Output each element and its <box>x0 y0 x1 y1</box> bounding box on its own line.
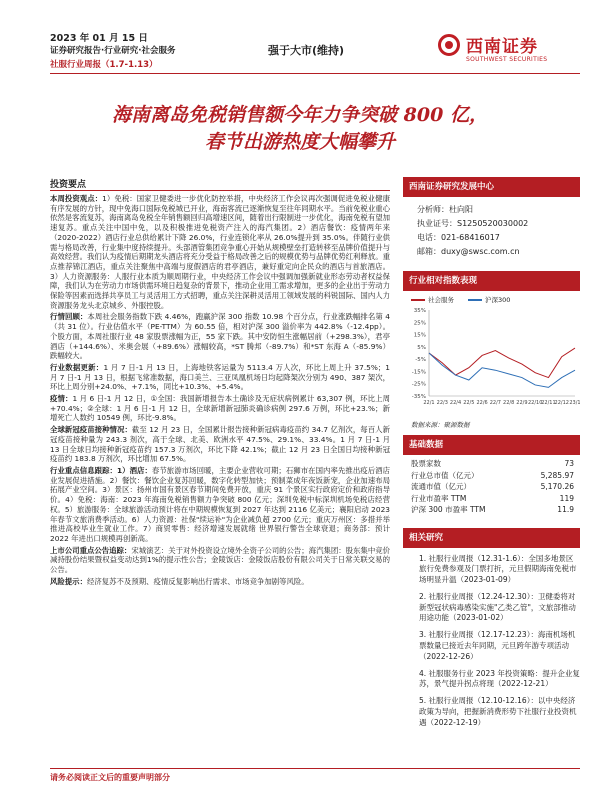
x-tick-label: 22/8 <box>503 400 515 406</box>
related-report-link[interactable]: 4. 社服服务行业 2023 年投资策略：提升企业复苏，景气提升拐点将现（2022-12-21） <box>419 668 580 689</box>
legend-item: 沪深300 <box>468 295 510 304</box>
chart-legend <box>411 295 580 304</box>
related-report-link[interactable]: 5. 社服行业周报（12.10-12.16）：以中央经济政策为导向，把握新消费形势下社服行业投资机遇（2022-12-19） <box>419 696 577 727</box>
section-title: 投资要点 <box>50 180 87 190</box>
paragraph: 本周投资观点：1）免税：国家卫健委进一步优化防控举措，中央经济工作会议再次强调促进免税业健康有序发展的方针，现中免海口国际免税城已开业，海南客流已逐渐恢复至往年同期水平。当前免税业重心依然是客流复苏，海南离岛免税全年销售额回归高增速区间，随着出行限制进一步优化，海南免税有望加速复苏。重点关注中国中免，以及积极推进免税资产注入的海汽集团。2）酒店餐饮：疫情两年来（2020-2022）酒店行业总供给累计下降 26.0%，行业连锁化率从 26.0%提升到 35.0%。伴随行业供需与格局改善，行业集中度持续提升。头部酒管集团竞争重心开始从规模壁垒打造转移至品牌价值提升与高效经营。我们认为疫情后期期龙头酒店将充分受益于格局改善之后的规模优势与品牌优势红利释放。重点推荐锦江酒店，重点关注聚焦中高端与度假酒店的君亭酒店，兼好重定向企民众的酒店与首旅酒店。3）人力资源服务：人服行业本质为顺周期行业，中央经济工作会议中强调加强新就业形态劳动者权益保障，我们认为在劳动力市场供需环境日趋复杂的背景下，推动企业用工需求增加，更多的企业出于劳动力保险等因素而选择共享员工与灵活用工方式招聘，重点关注深耕灵活用工领域发展的科锐国际、国内人力资源服务龙头北京城乡、外服控股。 <box>50 194 390 310</box>
y-tick-label: 15% <box>413 332 426 339</box>
metric-row: 行业总市值（亿元） 5,285.97 <box>411 470 574 480</box>
team-header: 西南证券研究发展中心 <box>403 177 580 197</box>
analyst-phone: 电话：021-68416017 <box>417 233 500 242</box>
related-report-link[interactable]: 2. 社服行业周报（12.24-12.30）：卫健委将对新型冠状病毒感染实施"乙类乙管"，文旅部推动用途功能（2023-01-02） <box>419 591 576 623</box>
weekly-title: 社服行业周报（1.7-1.13） <box>50 60 158 70</box>
report-type: 证券研究报告·行业研究·社会服务 <box>50 46 176 56</box>
logo-mark-icon <box>438 34 460 56</box>
metric-row: 行业市盈率 TTM 119 <box>411 493 574 503</box>
company-logo <box>438 30 578 70</box>
y-tick-label: -5% <box>415 357 426 364</box>
analyst-name: 分析师：杜向阳 <box>417 205 473 214</box>
legend-swatch <box>411 299 425 301</box>
metric-row: 股票家数 73 <box>411 459 574 468</box>
paragraph: 行情回顾：本周社会服务指数下跌 4.46%，跑赢沪深 300 指数 10.98 个百分点，行业涨跌幅排名第 4（共 31 位）。行业估值水平（PE-TTM）为 60.55 倍，相对沪深 300 溢价率为 442.8%（-12.4pp）。个股方面，本周社服行业 48 家股票涨幅为正，55 家下跌。其中安防恒生涨幅居前（+298.3%），君亭酒店（+144.6%）、米奥会展（+89.6%）涨幅较高，*ST 腾邦（-89.7%）和*ST 东海 A（-85.9%）跌幅较大。 <box>50 312 390 361</box>
x-tick-label: 22/10 <box>527 400 543 406</box>
y-tick-label: -15% <box>411 369 426 376</box>
metrics-table <box>403 458 580 516</box>
footer-divider <box>50 768 580 769</box>
header-divider <box>50 73 580 74</box>
rating: 强于大市(维持) <box>268 44 345 57</box>
related-report-link[interactable]: 3. 社服行业周报（12.17-12.23）：海南机场机票数量已接近去年同期，元旦跨年游专项活动（2022-12-26） <box>419 630 576 661</box>
analyst-email[interactable]: 邮箱：duxy@swsc.com.cn <box>417 247 520 256</box>
y-tick-label: -25% <box>411 381 426 388</box>
y-tick-label: 35% <box>413 308 426 314</box>
x-tick-label: 22/12 <box>554 400 569 406</box>
analyst-license: 执业证号：S1250520030002 <box>417 219 529 228</box>
chart-source: 数据来源：聚源数据 <box>411 421 470 429</box>
x-tick-label: 22/4 <box>449 400 462 406</box>
y-tick-label: 5% <box>417 344 426 351</box>
paragraph: 疫情：1 月 6 日-1 月 12 日，①全国：我国新增报告本土确诊及无症状病例累计 63,307 例，环比上周+70.4%；②全球：1 月 6 日-1 月 12 日，全球新增新冠肺炎确诊病例 297.6 万例，环比+23.%；新增死亡人数约 10549 例，环比-9.8%。 <box>50 394 390 423</box>
paragraph: 风险提示：经济复苏不及预期、疫情反复影响出行需求、市场竞争加剧等风险。 <box>50 576 309 586</box>
chart-header: 行业相对指数表现 <box>403 271 580 291</box>
report-title-line2: 春节出游热度大幅攀升 <box>204 131 395 153</box>
paragraph: 行业重点信息跟踪：1）酒店：春节旅游市场回暖，主要企业营收可期；石狮市在国内率先推出疫后酒店业发展促进措施。2）餐饮：餐饮企业复苏回暖，数字化转型加快；预制菜成年夜饭新宠，企业加速布局拓展产业空间。3）景区：扬州市国有景区春节期间免费开放，重庆 91 个景区实行政府定价和政府指导价。4）免税：海南：2023 年海南免税销售额力争突破 800 亿元；深圳免税中标深圳机场免税店经营权。5）旅游服务：全球旅游活动预计将在中期规模恢复到 2027 年达到 2116 亿美元；襄阳启动 2023 年春节文旅消费季活动。6）人力资源：社保"续运补"为企业减负超 2700 亿元；重庆万州区：多措并举推进高校毕业生就业工作。7）商贸零售：经济增速发展就绪 世界银行警告全球衰退；商务部：预计 2022 年进出口规模再创新高。 <box>50 465 390 543</box>
x-tick-label: 23/1 <box>569 400 580 406</box>
x-tick-label: 22/7 <box>489 400 501 406</box>
related-report-link[interactable]: 1. 社服行业周报（12.31-1.6）：全国多地景区旅行免费参观及门票打折，元旦假期海南免税市场明显升温（2023-01-09） <box>419 553 577 585</box>
x-tick-label: 22/11 <box>541 400 556 406</box>
y-tick-label: -35% <box>411 394 426 400</box>
paragraph: 上市公司重点公告追踪：宋城演艺：关于对外投资设立境外全资子公司的公告；海汽集团：股东集中竞价减持股份结果暨权益变动达到1%的提示性公告；金陵饭店：金陵饭店股份有限公司关于日常关联交易的公告。 <box>50 545 390 575</box>
section-divider <box>50 190 390 191</box>
logo-subtext: SOUTHWEST SECURITIES <box>466 56 548 63</box>
x-tick-label: 22/6 <box>476 400 488 406</box>
paragraph: 全球新冠疫苗接种情况：截至 12 月 23 日，全国累计报告接种新冠病毒疫苗约 34.7 亿剂次，每百人新冠疫苗接种量为 243.3 剂次，高于全球、北美、欧洲水平 47.5%、29.1%、33.4%。1 月 7 日-1 月 13 日全球日均接种新冠疫苗约 157.3 万剂次，环比下降 42.1%；截止 12 月 23 日全国日均接种新冠疫苗约 183.8 万剂次，环比增加 67.5%。 <box>50 425 390 464</box>
data-header: 基础数据 <box>403 435 580 455</box>
x-tick-label: 22/5 <box>463 400 475 406</box>
legend-swatch <box>468 299 482 301</box>
report-title-line1: 海南离岛免税销售额今年力争突破 800 亿， <box>112 104 488 126</box>
report-date: 2023 年 01 月 15 日 <box>50 33 148 44</box>
metric-row: 沪深 300 市盈率 TTM 11.9 <box>411 505 574 514</box>
legend-item: 社会服务 <box>411 295 454 304</box>
logo-text: 西南证券 <box>466 37 538 57</box>
x-tick-label: 22/3 <box>436 400 448 406</box>
metric-row: 流通市值（亿元） 5,170.26 <box>411 482 574 491</box>
series-line <box>429 348 575 377</box>
x-tick-label: 22/1 <box>423 400 435 406</box>
related-header: 相关研究 <box>403 528 580 548</box>
y-tick-label: 25% <box>413 320 426 327</box>
footer-disclaimer: 请务必阅读正文后的重要声明部分 <box>50 773 170 782</box>
x-tick-label: 22/9 <box>516 400 528 406</box>
investment-points <box>50 194 390 588</box>
relative-index-chart <box>403 304 580 414</box>
paragraph: 行业数据更新：1 月 7 日-1 月 13 日，上海地铁客运量为 5113.4 万人次，环比上周上升 37.5%；1 月 7 日-1 月 13 日，根据飞常准数据，海口美兰、三亚凤凰机场日均起降架次分别为 490、387 架次，环比上周分别+24.0%、+7.1%，同比+10.3%、+5.4%。 <box>50 362 390 392</box>
sidebar <box>403 177 580 735</box>
